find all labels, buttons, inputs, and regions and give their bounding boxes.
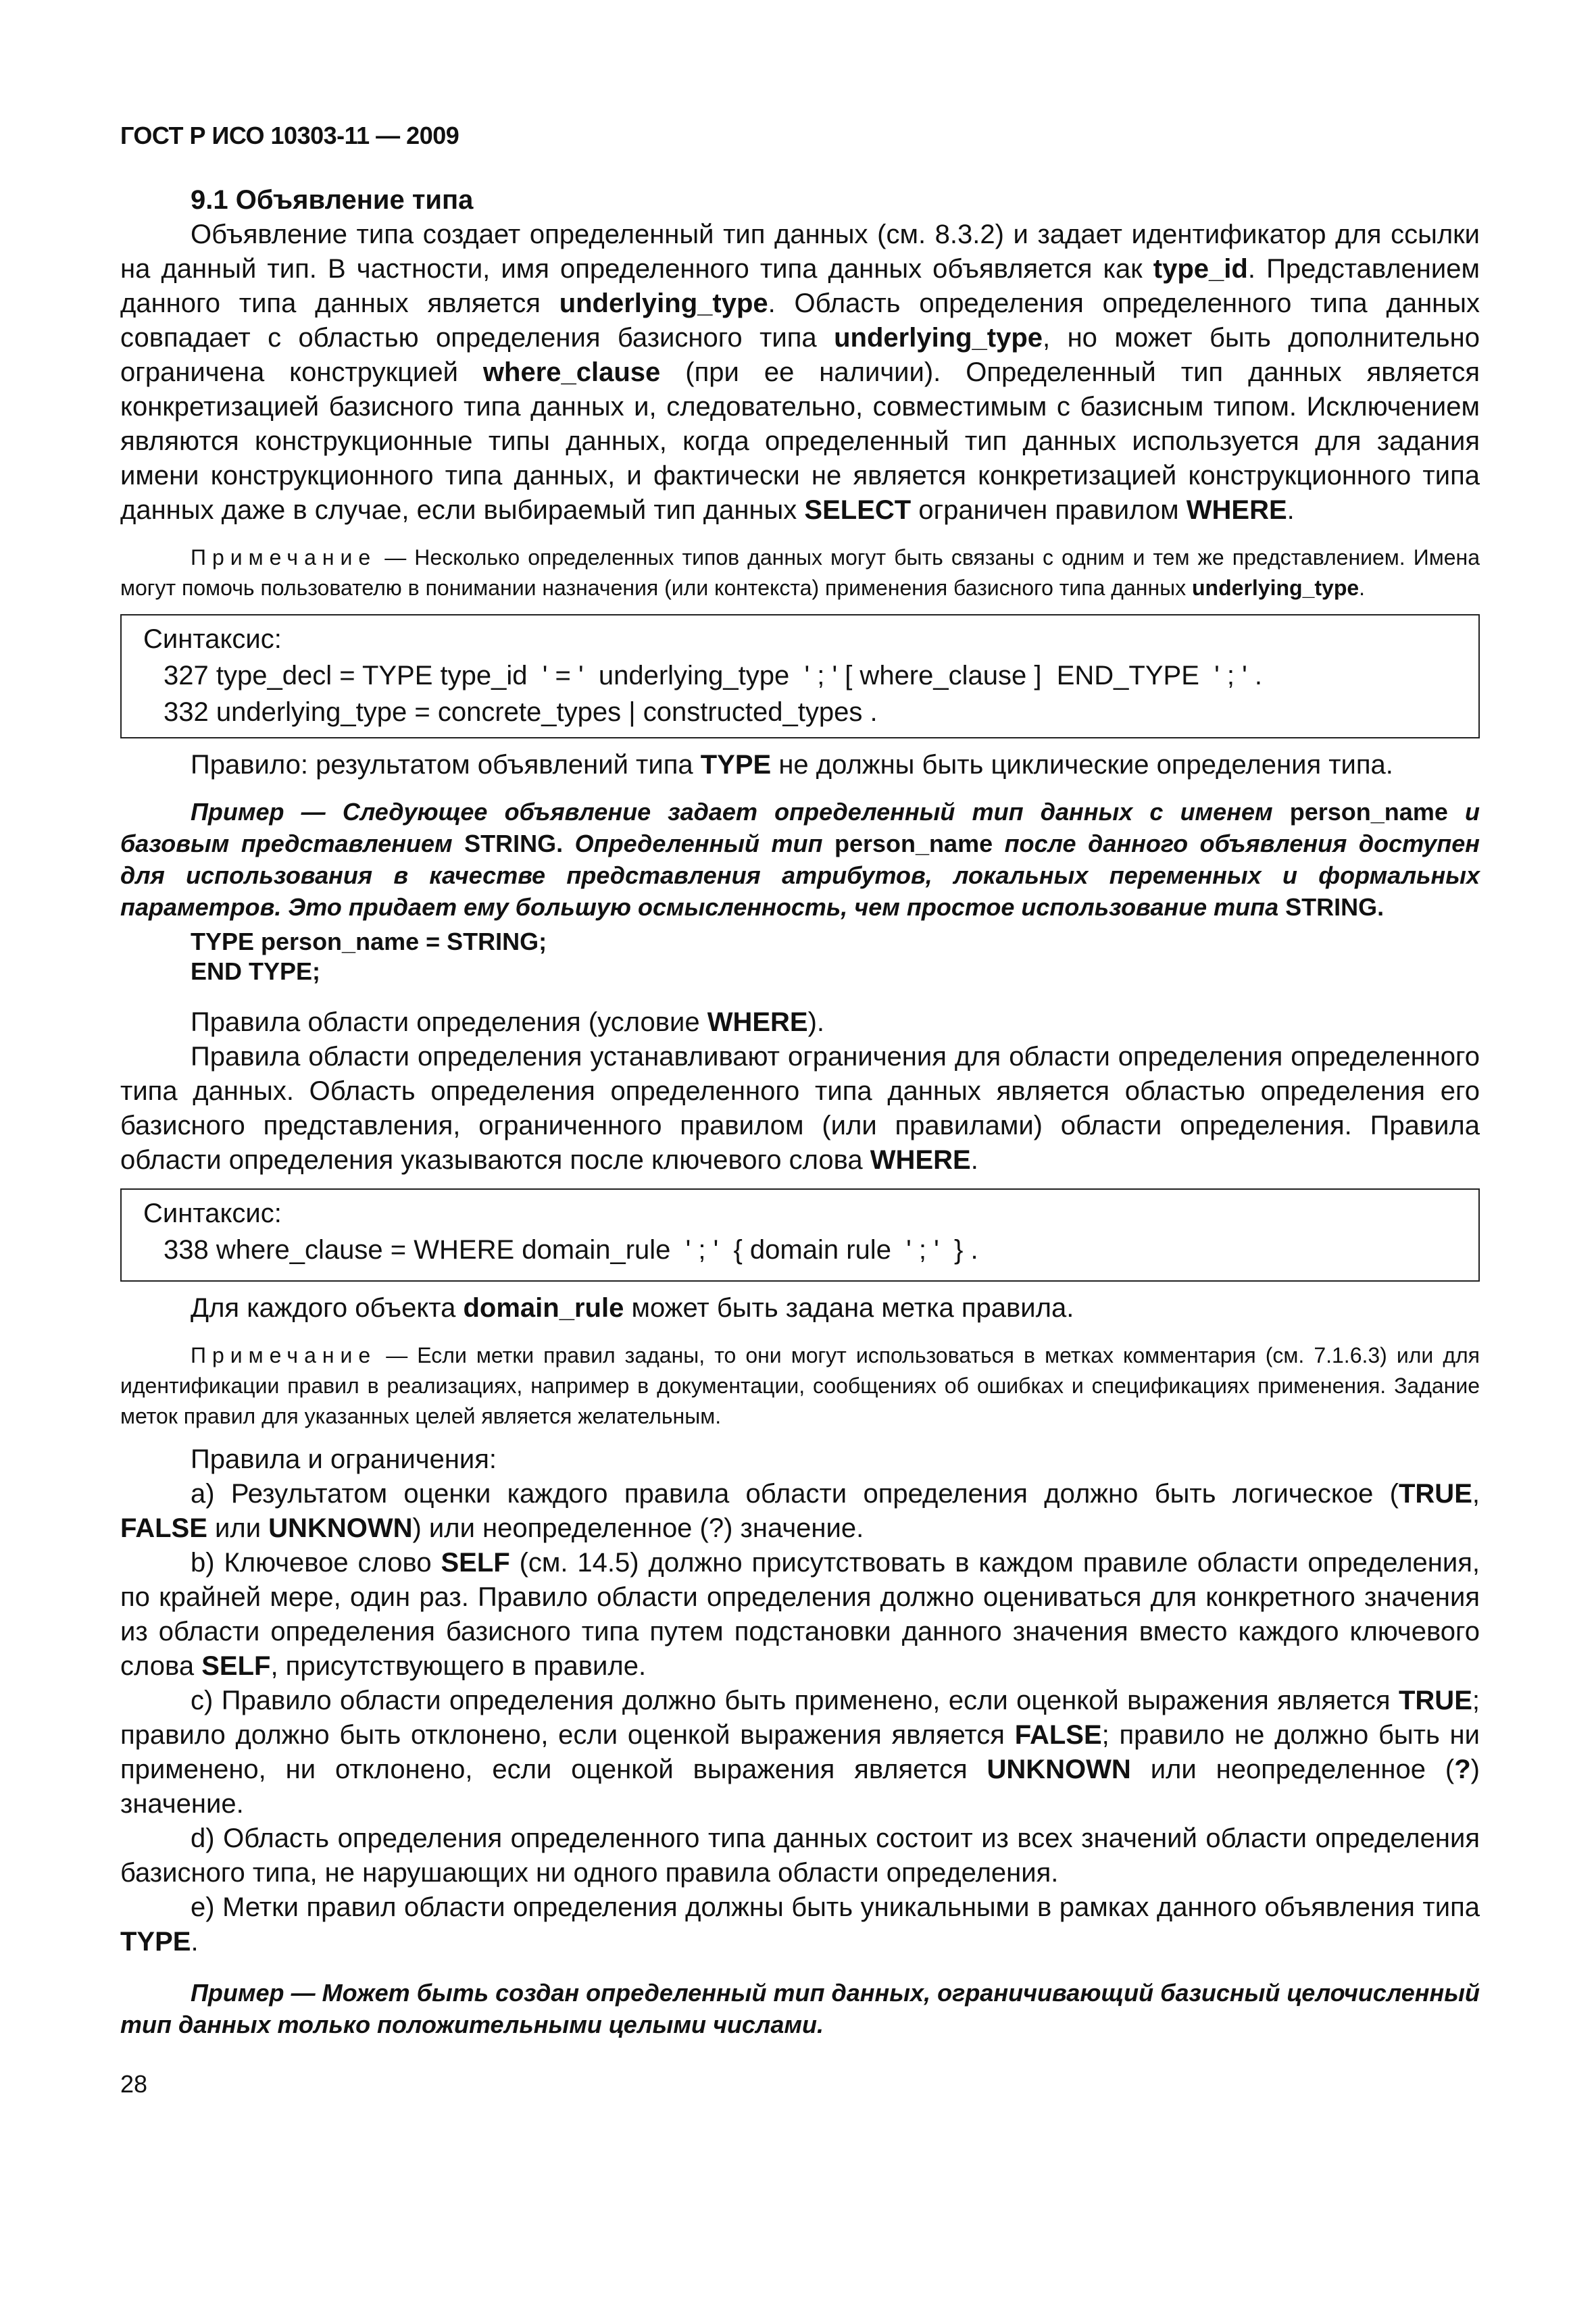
syntax-label: Синтаксис: xyxy=(143,624,282,654)
document-page xyxy=(120,122,1480,2098)
keyword: WHERE xyxy=(1186,495,1287,525)
keyword: TYPE xyxy=(700,750,772,780)
syntax-box-2 xyxy=(120,1188,1480,1282)
syntax-box-1 xyxy=(120,614,1480,738)
keyword: underlying_type xyxy=(1192,576,1360,600)
keyword: underlying_type xyxy=(834,323,1043,353)
rule-c: c) Правило области определения должно быть применено, если оценкой выражения является TRUE; правило должно быть отклонено, если оценкой выражения является FALSE; правило не должно быть ни применено, ни отклонено, если оценкой выражения является UNKNOWN или неопределенное (?) значение. xyxy=(120,1686,1480,1819)
rules-heading: Правила и ограничения: xyxy=(191,1444,497,1474)
syntax-rule-338: 338 where_clause = WHERE domain_rule ' ; ' { domain rule ' ; ' } . xyxy=(164,1235,978,1265)
keyword: domain_rule xyxy=(463,1293,624,1323)
rule-a: a) Результатом оценки каждого правила области определения должно быть логическое (TRUE, FALSE или UNKNOWN) или неопределенное (?) значение. xyxy=(120,1479,1480,1543)
note-label: Примечание xyxy=(191,1343,377,1367)
domain-rules-paragraph: Правила области определения устанавливают ограничения для области определения определенного типа данных. Область определения определенного типа данных является областью определения его базисного представления, ограниченного правилом (или правилами) области определения. Правила области определения указываются после ключевого слова WHERE. xyxy=(120,1042,1480,1175)
syntax-label: Синтаксис: xyxy=(143,1199,282,1228)
keyword: where_clause xyxy=(482,357,661,387)
label-paragraph: Для каждого объекта domain_rule может быть задана метка правила. xyxy=(191,1293,1074,1323)
rule-paragraph: Правило: результатом объявлений типа TYPE не должны быть циклические определения типа. xyxy=(191,750,1393,780)
syntax-rule-332: 332 underlying_type = concrete_types | constructed_types . xyxy=(164,697,878,727)
example-code: TYPE person_name = STRING; END TYPE; xyxy=(191,928,547,985)
keyword: WHERE xyxy=(707,1007,808,1037)
example-2: Пример — Может быть создан определенный тип данных, ограничивающий базисный целочисленный тип данных только положительными целыми числами. xyxy=(120,1979,1480,2038)
keyword: WHERE xyxy=(870,1145,971,1175)
keyword: underlying_type xyxy=(559,288,768,318)
domain-rules-heading: Правила области определения (условие WHERE). xyxy=(191,1007,825,1037)
note-2: Примечание — Если метки правил заданы, то они могут использоваться в метках комментария (см. 7.1.6.3) или для идентификации правил в реализациях, например в документации, сообщениях об ошибках и спецификациях применения. Задание меток правил для указанных целей является желательным. xyxy=(120,1343,1480,1428)
intro-paragraph: Объявление типа создает определенный тип данных (см. 8.3.2) и задает идентификатор для ссылки на данный тип. В частности, имя определенного типа данных объявляется как type_id. Представлением данного типа данных является underlying_type. Область определения определенного типа данных совпадает с областью определения базисного типа underlying_type, но может быть дополнительно ограничена конструкцией where_clause (при ее наличии). Определенный тип данных является конкретизацией базисного типа данных и, следовательно, совместимым с базисным типом. Исключением являются конструкционные типы данных, когда определенный тип данных используется для задания имени конструкционного типа данных, и фактически не является конкретизацией конструкционного типа данных даже в случае, если выбираемый тип данных SELECT ограничен правилом WHERE. xyxy=(120,220,1480,525)
note-1: Примечание — Несколько определенных типов данных могут быть связаны с одним и тем же представлением. Имена могут помочь пользователю в понимании назначения (или контекста) применения базисного типа данных underlying_type. xyxy=(120,545,1480,600)
example-1: Пример — Следующее объявление задает определенный тип данных с именем person_name и базовым представлением STRING. Определенный тип person_name после данного объявления доступен для использования в качестве представления атрибутов, локальных переменных и формальных параметров. Это придает ему большую осмысленность, чем простое использование типа STRING. xyxy=(120,798,1480,921)
page-number: 28 xyxy=(120,2070,148,2098)
keyword: SELECT xyxy=(804,495,912,525)
keyword: type_id xyxy=(1153,254,1248,284)
section-title: 9.1 Объявление типа xyxy=(191,185,474,215)
note-label: Примечание xyxy=(191,545,377,570)
document-header: ГОСТ Р ИСО 10303-11 — 2009 xyxy=(120,122,459,149)
syntax-rule-327: 327 type_decl = TYPE type_id ' = ' underlying_type ' ; ' [ where_clause ] END_TYPE ' ; ' . xyxy=(164,661,1262,690)
rule-e: e) Метки правил области определения должны быть уникальными в рамках данного объявления типа TYPE. xyxy=(120,1892,1480,1957)
rule-d: d) Область определения определенного типа данных состоит из всех значений области определения базисного типа, не нарушающих ни одного правила области определения. xyxy=(120,1823,1480,1888)
rule-b: b) Ключевое слово SELF (см. 14.5) должно присутствовать в каждом правиле области определения, по крайней мере, один раз. Правило области определения должно оцениваться для конкретного значения из области определения базисного типа путем подстановки данного значения вместо каждого ключевого слова SELF, присутствующего в правиле. xyxy=(120,1548,1480,1681)
